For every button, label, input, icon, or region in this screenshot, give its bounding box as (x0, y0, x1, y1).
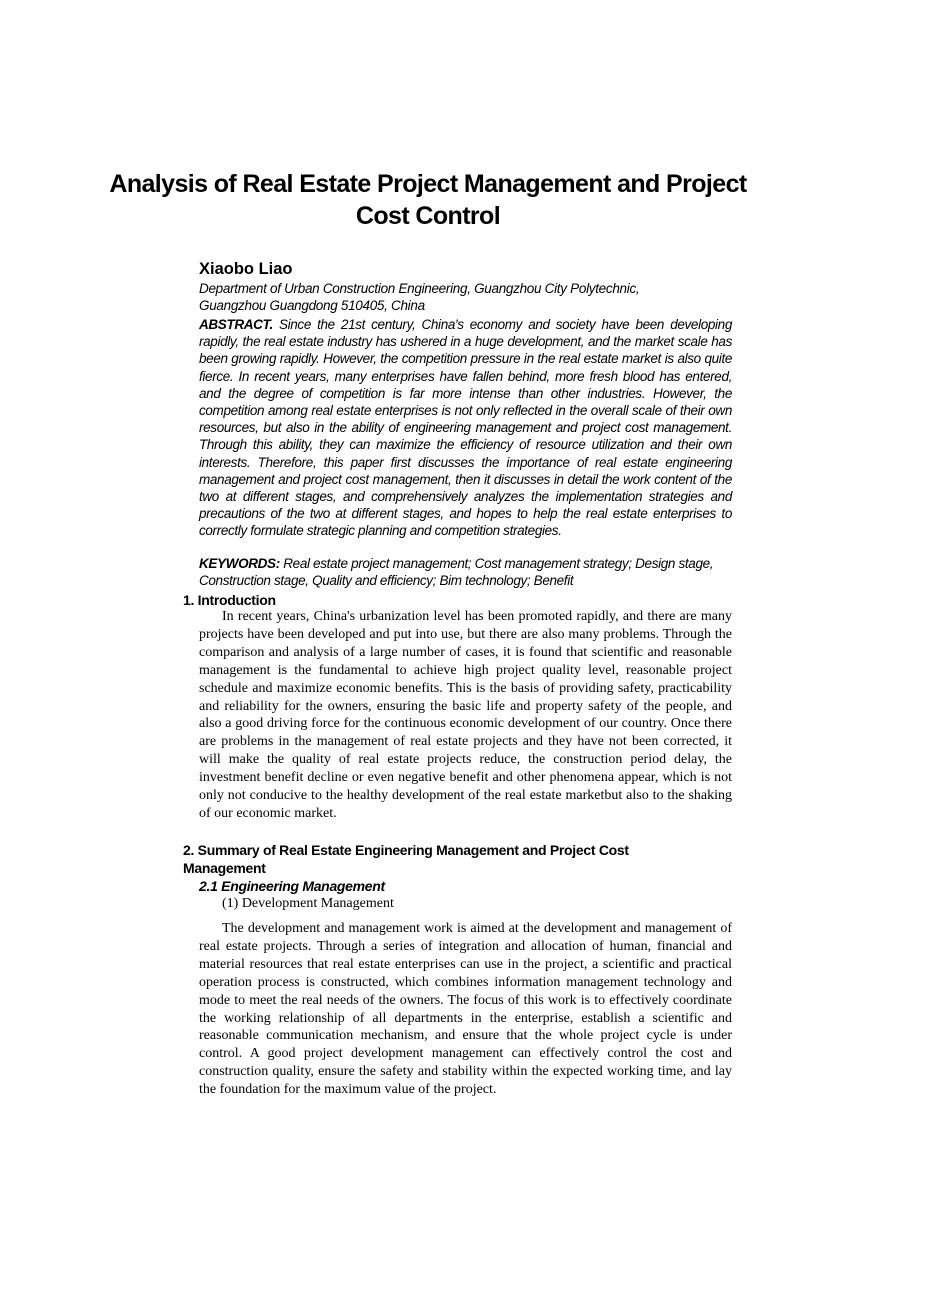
abstract (199, 316, 732, 540)
keywords (199, 555, 732, 589)
heading-line: 2. Summary of Real Estate Engineering Management and Project Cost (183, 842, 629, 858)
heading-line: Management (183, 860, 266, 876)
author: Xiaobo Liao (199, 260, 293, 278)
subsection-heading: 2.1 Engineering Management (199, 878, 385, 894)
affiliation-line: Guangzhou Guangdong 510405, China (199, 298, 425, 314)
affiliation-line: Department of Urban Construction Engineering, Guangzhou City Polytechnic, (199, 281, 640, 296)
section-heading-summary (183, 841, 629, 877)
abstract-label: ABSTRACT. (199, 317, 273, 332)
keywords-label: KEYWORDS: (199, 556, 280, 571)
paragraph: The development and management work is aimed at the development and management of real estate projects. Through a series of integration and allocation of human, financial and material resources that real estate enterprises can use in the project, a scientific and practical operation process is constructed, which combines information management technology and mode to meet the real needs of the owners. The focus of this work is to effectively coordinate the working relationship of all departments in the enterprise, establish a scientific and reasonable communication mechanism, and ensure that the whole project cycle is under control. A good project development management can effectively control the cost and construction quality, ensure the safety and stability within the expected working time, and lay the foundation for the maximum value of the project. (199, 921, 732, 1098)
development-management-body (199, 920, 732, 1099)
paper-title: Analysis of Real Estate Project Management and Project Cost Control (109, 170, 747, 230)
paragraph: In recent years, China's urbanization level has been promoted rapidly, and there are many projects have been developed and put into use, but there are also many problems. Through the comparison and analysis of a large number of cases, it is found that scientific and reasonable management is the fundamental to achieve high project quality level, reasonable project schedule and maximize economic benefits. This is the basis of providing safety, practicability and reliability for the owners, ensuring the basic life and property safety of the people, and also a good driving force for the continuous economic development of our country. Once there are problems in the management of real estate projects and they have not been corrected, it will make the quality of real estate projects reduce, the construction period delay, the investment benefit decline or even negative benefit and other phenomena appear, which is not only not conducive to the healthy development of the real estate marketbut also to the shaking of our economic market. (199, 609, 732, 821)
list-item-heading: (1) Development Management (222, 896, 394, 911)
keywords-text: Real estate project management; Cost management strategy; Design stage, Construction stage, Quality and efficiency; Bim technology; Benefit (199, 556, 714, 589)
section-heading-introduction: 1. Introduction (183, 592, 276, 608)
affiliation (199, 280, 732, 314)
abstract-text: Since the 21st century, China's economy and society have been developing rapidly, the real estate industry has ushered in a huge development, and the market scale has been growing rapidly. However, the competition pressure in the real estate market is also quite fierce. In recent years, many enterprises have fallen behind, more fresh blood has entered, and the degree of competition is far more intense than other industries. However, the competition among real estate enterprises is not only reflected in the overall scale of their own resources, but also in the ability of engineering management and project cost management. Through this ability, they can maximize the efficiency of resource utilization and their own interests. Therefore, this paper first discusses the importance of real estate engineering management and project cost management, then it discusses in detail the work content of the two at different stages, and comprehensively analyzes the implementation strategies and precautions of the two at different stages, and hopes to help the real estate enterprises to correctly formulate strategic planning and competition strategies. (199, 317, 732, 539)
introduction-body (199, 608, 732, 823)
